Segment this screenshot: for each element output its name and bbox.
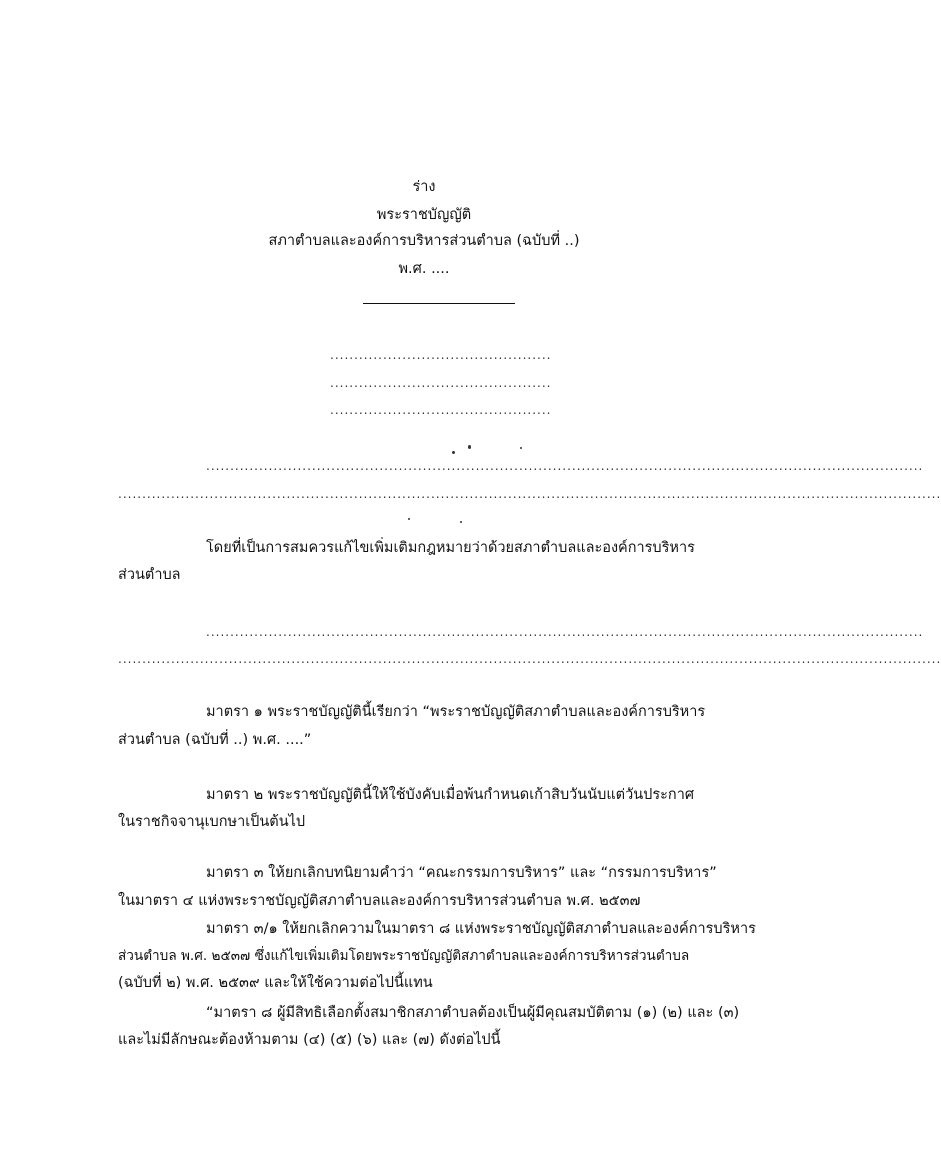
- scan-speck: [452, 451, 455, 454]
- placeholder-line: ...........................................................................................................................................................................: [118, 487, 941, 501]
- draft-label: ร่าง: [412, 179, 436, 195]
- placeholder-line: ..............................................: [330, 348, 552, 362]
- section-8-line-1: “มาตรา ๘ ผู้มีสิทธิเลือกตั้งสมาชิกสภาตำบลต้องเป็นผู้มีคุณสมบัติตาม (๑) (๒) และ (๓): [206, 1005, 740, 1021]
- scan-speck: [408, 518, 410, 520]
- act-type: พระราชบัญญัติ: [376, 207, 472, 223]
- act-year: พ.ศ. ....: [398, 261, 450, 277]
- act-name: สภาตำบลและองค์การบริหารส่วนตำบล (ฉบับที่ ..): [268, 233, 580, 249]
- section-1-line-1: มาตรา ๑ พระราชบัญญัตินี้เรียกว่า “พระราชบัญญัติสภาตำบลและองค์การบริหาร: [206, 704, 706, 720]
- placeholder-line: .....................................................................................................................................................: [206, 625, 924, 639]
- placeholder-line: ..............................................: [330, 376, 552, 390]
- placeholder-line: .....................................................................................................................................................: [206, 459, 924, 473]
- section-3-line-1: มาตรา ๓ ให้ยกเลิกบทนิยามคำว่า “คณะกรรมการบริหาร” และ “กรรมการบริหาร”: [206, 865, 717, 881]
- title-divider: [363, 303, 515, 304]
- preamble-line-1: โดยที่เป็นการสมควรแก้ไขเพิ่มเติมกฎหมายว่าด้วยสภาตำบลและองค์การบริหาร: [206, 540, 695, 556]
- placeholder-line: ...........................................................................................................................................................................: [118, 652, 941, 666]
- section-2-line-1: มาตรา ๒ พระราชบัญญัตินี้ให้ใช้บังคับเมื่อพ้นกำหนดเก้าสิบวันนับแต่วันประกาศ: [206, 787, 695, 803]
- placeholder-line: ..............................................: [330, 403, 552, 417]
- section-3-1-line-3: (ฉบับที่ ๒) พ.ศ. ๒๕๓๙ และให้ใช้ความต่อไปนี้แทน: [118, 975, 433, 991]
- preamble-line-2: ส่วนตำบล: [118, 567, 181, 583]
- section-3-1-line-1: มาตรา ๓/๑ ให้ยกเลิกความในมาตรา ๘ แห่งพระราชบัญญัติสภาตำบลและองค์การบริหาร: [206, 921, 756, 937]
- section-2-line-2: ในราชกิจจานุเบกษาเป็นต้นไป: [118, 814, 306, 830]
- section-1-line-2: ส่วนตำบล (ฉบับที่ ..) พ.ศ. ....”: [118, 732, 312, 748]
- section-8-line-2: และไม่มีลักษณะต้องห้ามตาม (๔) (๕) (๖) และ (๗) ดังต่อไปนี้: [118, 1032, 501, 1048]
- scan-speck: [460, 521, 462, 523]
- section-3-1-line-2: ส่วนตำบล พ.ศ. ๒๕๓๗ ซึ่งแก้ไขเพิ่มเติมโดยพระราชบัญญัติสภาตำบลและองค์การบริหารส่วนตำบล: [118, 948, 690, 964]
- scan-speck: [468, 445, 471, 449]
- scan-speck: [520, 447, 522, 449]
- section-3-line-2: ในมาตรา ๔ แห่งพระราชบัญญัติสภาตำบลและองค์การบริหารส่วนตำบล พ.ศ. ๒๕๓๗: [118, 893, 641, 909]
